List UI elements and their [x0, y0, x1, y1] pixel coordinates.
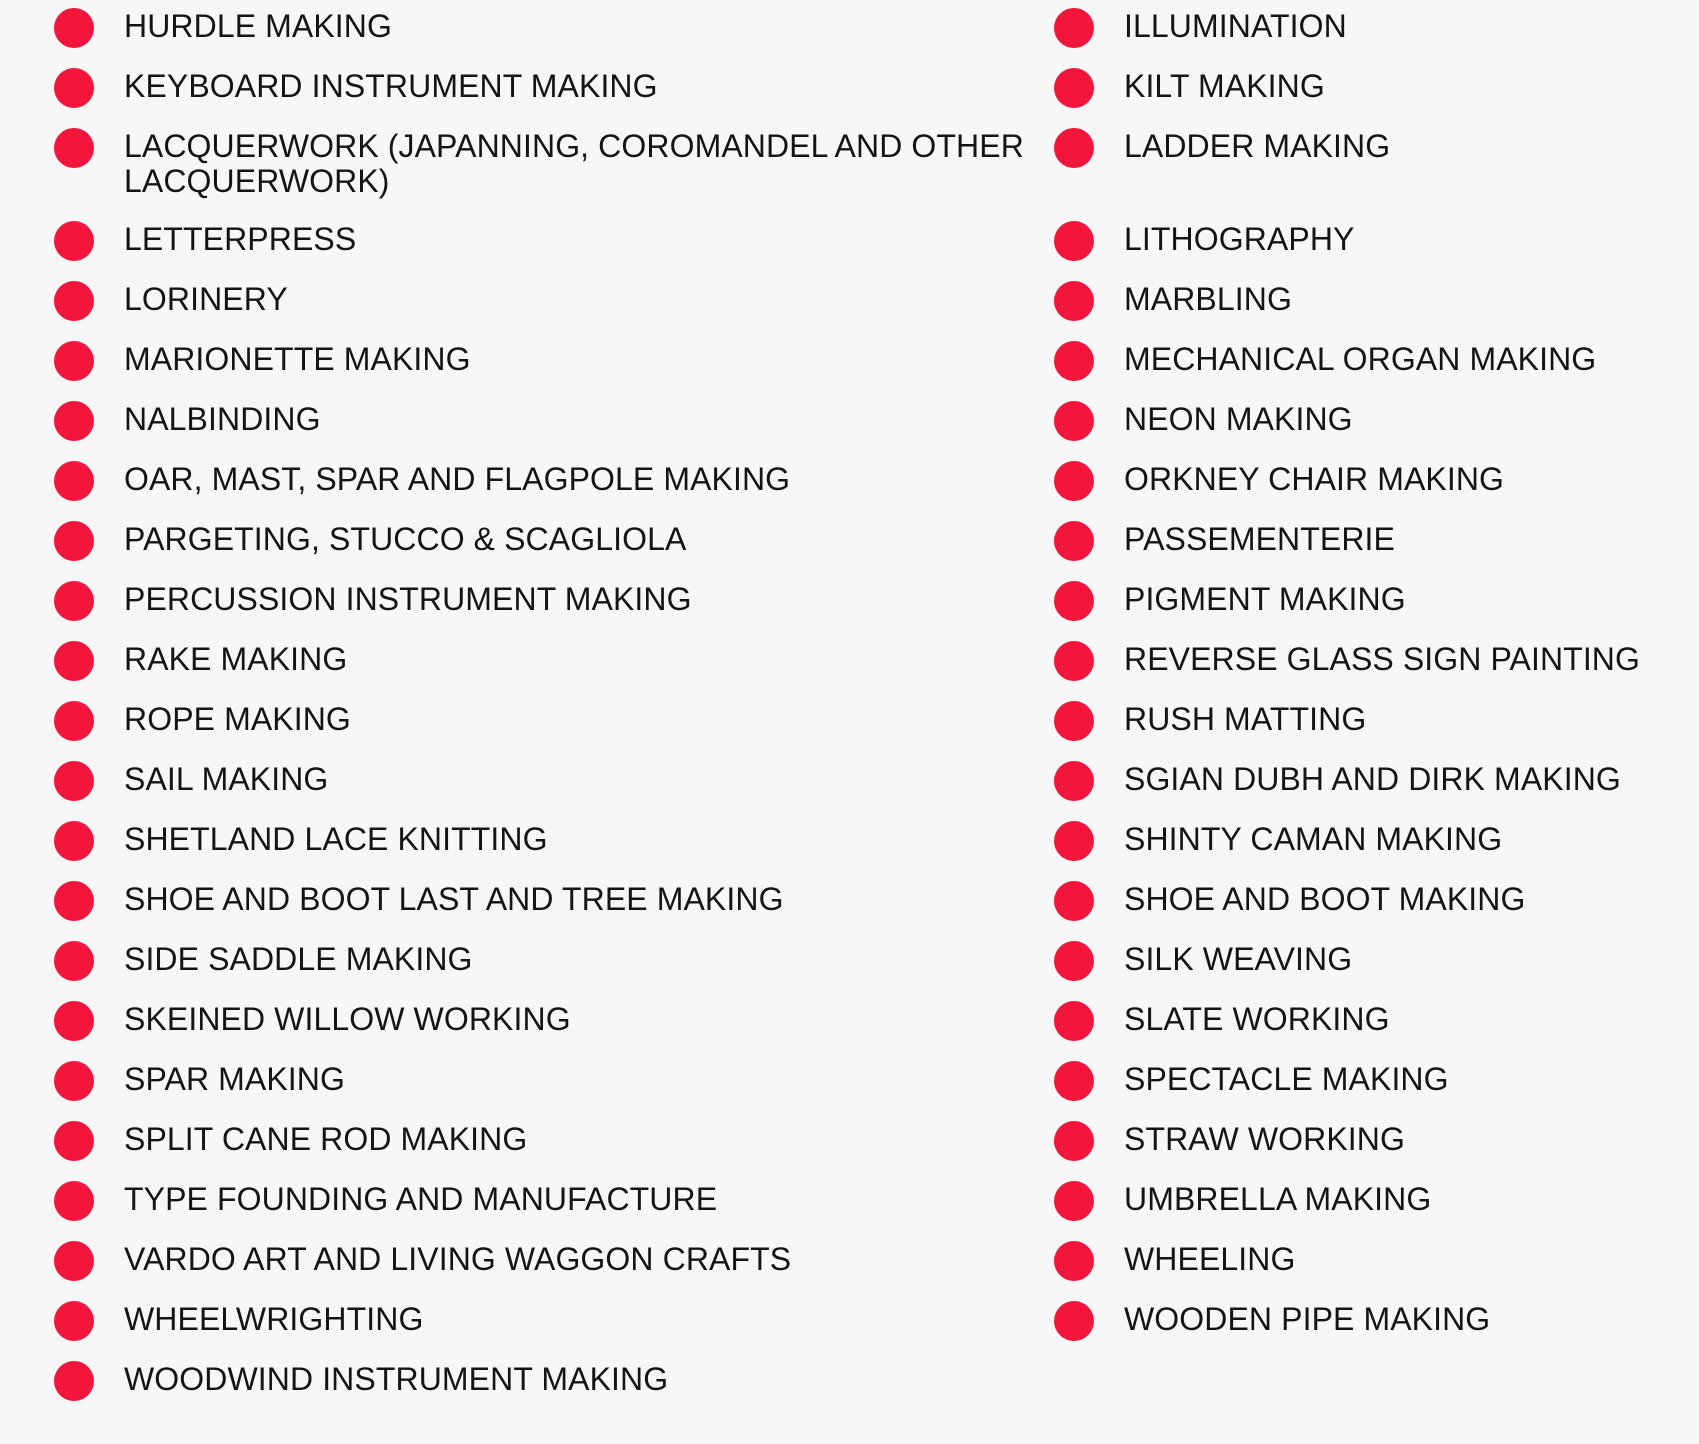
list-item-label: SGIAN DUBH AND DIRK MAKING — [1124, 761, 1621, 797]
list-item — [54, 759, 1054, 819]
list-item-label: SIDE SADDLE MAKING — [124, 941, 473, 977]
list-item-label: WHEELING — [1124, 1241, 1296, 1277]
list-item — [1054, 1239, 1684, 1299]
list-item — [54, 519, 1054, 579]
list-item — [54, 219, 1054, 279]
bullet-icon — [54, 581, 94, 621]
list-item — [54, 1359, 1054, 1419]
list-item-label: PASSEMENTERIE — [1124, 521, 1395, 557]
bullet-icon — [1054, 641, 1094, 681]
bullet-icon — [54, 341, 94, 381]
list-item — [1054, 6, 1684, 66]
list-item — [54, 339, 1054, 399]
bullet-icon — [1054, 461, 1094, 501]
list-item — [54, 579, 1054, 639]
list-item-label: SAIL MAKING — [124, 761, 329, 797]
bullet-icon — [1054, 401, 1094, 441]
list-item — [1054, 399, 1684, 459]
list-item — [54, 126, 1054, 219]
bullet-icon — [54, 461, 94, 501]
list-item-label: WOODEN PIPE MAKING — [1124, 1301, 1491, 1337]
bullet-icon — [1054, 1121, 1094, 1161]
crafts-list — [54, 0, 1699, 1419]
list-item — [54, 699, 1054, 759]
list-item-label: ILLUMINATION — [1124, 8, 1347, 44]
list-item — [1054, 459, 1684, 519]
list-item — [54, 1119, 1054, 1179]
list-item — [1054, 1179, 1684, 1239]
list-item-label: NALBINDING — [124, 401, 321, 437]
bullet-icon — [1054, 881, 1094, 921]
list-item — [54, 279, 1054, 339]
bullet-icon — [1054, 581, 1094, 621]
list-item-label: ROPE MAKING — [124, 701, 351, 737]
bullet-icon — [54, 1061, 94, 1101]
bullet-icon — [54, 128, 94, 168]
bullet-icon — [54, 68, 94, 108]
list-item-label: REVERSE GLASS SIGN PAINTING — [1124, 641, 1641, 677]
list-item-label: SHINTY CAMAN MAKING — [1124, 821, 1503, 857]
bullet-icon — [54, 761, 94, 801]
list-item — [54, 639, 1054, 699]
list-item-label: NEON MAKING — [1124, 401, 1353, 437]
bullet-icon — [1054, 1181, 1094, 1221]
list-item — [1054, 1299, 1684, 1359]
bullet-icon — [1054, 68, 1094, 108]
bullet-icon — [1054, 521, 1094, 561]
bullet-icon — [1054, 281, 1094, 321]
list-item — [54, 399, 1054, 459]
bullet-icon — [1054, 701, 1094, 741]
list-item-label: WOODWIND INSTRUMENT MAKING — [124, 1361, 669, 1397]
list-item-label: SPAR MAKING — [124, 1061, 345, 1097]
list-item-label: SHOE AND BOOT MAKING — [1124, 881, 1526, 917]
list-item-label: RAKE MAKING — [124, 641, 348, 677]
list-item — [1054, 339, 1684, 399]
list-item — [1054, 939, 1684, 999]
bullet-icon — [1054, 341, 1094, 381]
list-item — [54, 6, 1054, 66]
list-item-label: SPLIT CANE ROD MAKING — [124, 1121, 528, 1157]
list-item-label: WHEELWRIGHTING — [124, 1301, 424, 1337]
list-item-label: HURDLE MAKING — [124, 8, 393, 44]
bullet-icon — [1054, 941, 1094, 981]
bullet-icon — [54, 1181, 94, 1221]
bullet-icon — [54, 1001, 94, 1041]
list-item-label: PARGETING, STUCCO & SCAGLIOLA — [124, 521, 687, 557]
bullet-icon — [1054, 821, 1094, 861]
bullet-icon — [1054, 221, 1094, 261]
list-item-label: SKEINED WILLOW WORKING — [124, 1001, 571, 1037]
list-item — [1054, 639, 1684, 699]
list-item — [1054, 1059, 1684, 1119]
bullet-icon — [54, 941, 94, 981]
bullet-icon — [54, 401, 94, 441]
list-item-label: LACQUERWORK (JAPANNING, COROMANDEL AND OTHER LACQUERWORK) — [124, 128, 1024, 199]
list-item — [1054, 66, 1684, 126]
bullet-icon — [1054, 1241, 1094, 1281]
list-item — [54, 1179, 1054, 1239]
bullet-icon — [54, 281, 94, 321]
list-item — [1054, 219, 1684, 279]
list-item-label: UMBRELLA MAKING — [1124, 1181, 1432, 1217]
list-item-label: SPECTACLE MAKING — [1124, 1061, 1449, 1097]
bullet-icon — [1054, 761, 1094, 801]
list-item — [54, 1059, 1054, 1119]
list-item-label: SLATE WORKING — [1124, 1001, 1390, 1037]
bullet-icon — [1054, 1061, 1094, 1101]
list-item-label: RUSH MATTING — [1124, 701, 1367, 737]
bullet-icon — [1054, 1301, 1094, 1341]
bullet-icon — [54, 641, 94, 681]
bullet-icon — [1054, 8, 1094, 48]
list-item — [54, 66, 1054, 126]
list-item-label: LADDER MAKING — [1124, 128, 1391, 164]
list-item — [1054, 279, 1684, 339]
bullet-icon — [1054, 1001, 1094, 1041]
list-item-label: SHETLAND LACE KNITTING — [124, 821, 548, 857]
list-item — [54, 939, 1054, 999]
list-item-label: TYPE FOUNDING AND MANUFACTURE — [124, 1181, 718, 1217]
bullet-icon — [54, 701, 94, 741]
list-item-label: MARIONETTE MAKING — [124, 341, 471, 377]
list-item — [1054, 699, 1684, 759]
list-item — [54, 1299, 1054, 1359]
bullet-icon — [54, 1121, 94, 1161]
bullet-icon — [54, 821, 94, 861]
list-item-label: LETTERPRESS — [124, 221, 357, 257]
list-item — [1054, 126, 1684, 219]
list-item-label: PIGMENT MAKING — [1124, 581, 1406, 617]
bullet-icon — [54, 8, 94, 48]
bullet-icon — [54, 1241, 94, 1281]
list-item — [54, 459, 1054, 519]
bullet-icon — [54, 1301, 94, 1341]
list-item-label: STRAW WORKING — [1124, 1121, 1405, 1157]
list-item-label: LITHOGRAPHY — [1124, 221, 1355, 257]
list-item — [54, 999, 1054, 1059]
list-item — [1054, 1119, 1684, 1179]
list-item — [1054, 519, 1684, 579]
bullet-icon — [54, 221, 94, 261]
bullet-icon — [1054, 128, 1094, 168]
list-item-label: LORINERY — [124, 281, 288, 317]
list-item-label: SHOE AND BOOT LAST AND TREE MAKING — [124, 881, 784, 917]
list-item — [1054, 579, 1684, 639]
list-item-label: KEYBOARD INSTRUMENT MAKING — [124, 68, 658, 104]
list-item-label: MARBLING — [1124, 281, 1292, 317]
list-item-label: ORKNEY CHAIR MAKING — [1124, 461, 1505, 497]
empty-cell — [1054, 1359, 1684, 1419]
bullet-icon — [54, 1361, 94, 1401]
list-item-label: PERCUSSION INSTRUMENT MAKING — [124, 581, 692, 617]
list-item — [1054, 819, 1684, 879]
list-item — [1054, 879, 1684, 939]
list-item — [54, 819, 1054, 879]
list-item-label: MECHANICAL ORGAN MAKING — [1124, 341, 1597, 377]
list-item — [1054, 759, 1684, 819]
list-item — [54, 1239, 1054, 1299]
list-item — [1054, 999, 1684, 1059]
bullet-icon — [54, 881, 94, 921]
list-item-label: KILT MAKING — [1124, 68, 1325, 104]
list-item-label: SILK WEAVING — [1124, 941, 1353, 977]
list-item — [54, 879, 1054, 939]
list-item-label: OAR, MAST, SPAR AND FLAGPOLE MAKING — [124, 461, 791, 497]
list-item-label: VARDO ART AND LIVING WAGGON CRAFTS — [124, 1241, 792, 1277]
bullet-icon — [54, 521, 94, 561]
